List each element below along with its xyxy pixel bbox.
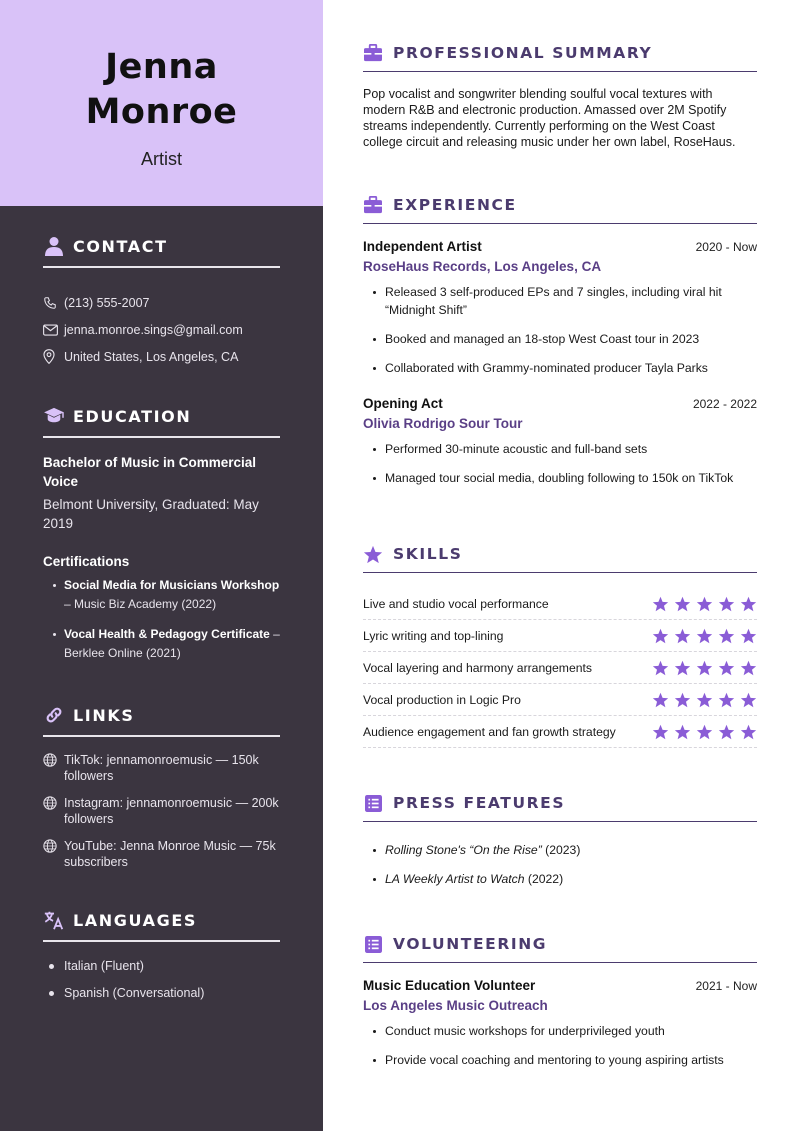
skill-name: Lyric writing and top-lining — [363, 628, 504, 643]
summary-section — [363, 40, 757, 150]
rating-star-icon — [696, 596, 713, 612]
skills-section — [363, 541, 757, 748]
skill-row — [363, 620, 757, 652]
links-heading: LINKS — [43, 701, 280, 737]
skill-name: Vocal production in Logic Pro — [363, 692, 521, 707]
press-item: LA Weekly Artist to Watch (2022) — [363, 870, 757, 888]
job-dates: 2022 - 2022 — [692, 397, 757, 411]
contact-email: jenna.monroe.sings@gmail.com — [43, 316, 280, 343]
job-bullet: Managed tour social media, doubling following to 150k on TikTok — [363, 469, 757, 487]
rating-star-icon — [652, 596, 669, 612]
contact-phone: (213) 555-2007 — [43, 289, 280, 316]
rating-star-icon — [674, 724, 691, 740]
job-bullet: Performed 30-minute acoustic and full-band sets — [363, 440, 757, 458]
map-pin-icon — [43, 349, 64, 364]
summary-text: Pop vocalist and songwriter blending soulful vocal textures with modern R&B and electronic production. Amassed over 2M Spotify streams independently. Currently performing on the West Coast college circuit and releasing music under her own label, RoseHaus. — [363, 87, 736, 149]
star-icon — [363, 544, 383, 564]
education-heading: EDUCATION — [43, 402, 280, 438]
rating-star-icon — [674, 692, 691, 708]
list-icon — [363, 934, 383, 954]
press-heading: PRESS FEATURES — [363, 790, 757, 822]
skill-name: Audience engagement and fan growth strategy — [363, 724, 616, 739]
volunteer-entry — [363, 978, 757, 1069]
rating-star-icon — [696, 692, 713, 708]
rating-star-icon — [740, 596, 757, 612]
job-dates: 2020 - Now — [695, 240, 757, 254]
job-bullet: Released 3 self-produced EPs and 7 singles, including viral hit “Midnight Shift” — [363, 283, 757, 319]
skill-rating — [652, 596, 757, 612]
certifications-heading: Certifications — [43, 554, 130, 569]
job-bullet: Collaborated with Grammy-nominated producer Tayla Parks — [363, 359, 757, 377]
job-entry — [363, 396, 757, 487]
rating-star-icon — [652, 724, 669, 740]
contact-section — [43, 232, 280, 370]
volunteer-role: Music Education Volunteer — [363, 978, 536, 993]
first-name: Jenna — [105, 47, 218, 87]
rating-star-icon — [740, 628, 757, 644]
job-organization: Olivia Rodrigo Sour Tour — [363, 416, 523, 431]
link-tiktok: TikTok: jennamonroemusic — 150k followers — [43, 752, 280, 784]
rating-star-icon — [740, 724, 757, 740]
phone-icon — [43, 296, 64, 310]
graduation-cap-icon — [43, 405, 65, 427]
rating-star-icon — [718, 596, 735, 612]
job-bullet: Booked and managed an 18-stop West Coast tour in 2023 — [363, 330, 757, 348]
contact-location: United States, Los Angeles, CA — [43, 343, 280, 370]
skill-rating — [652, 628, 757, 644]
job-organization: RoseHaus Records, Los Angeles, CA — [363, 259, 602, 274]
rating-star-icon — [652, 692, 669, 708]
rating-star-icon — [674, 628, 691, 644]
globe-icon — [43, 752, 64, 771]
languages-heading: LANGUAGES — [43, 906, 280, 942]
experience-heading: EXPERIENCE — [363, 192, 757, 224]
volunteer-bullet: Provide vocal coaching and mentoring to young aspiring artists — [363, 1051, 757, 1069]
skill-name: Vocal layering and harmony arrangements — [363, 660, 592, 675]
link-youtube: YouTube: Jenna Monroe Music — 75k subscribers — [43, 838, 280, 870]
skill-row — [363, 652, 757, 684]
rating-star-icon — [740, 660, 757, 676]
contact-heading: CONTACT — [43, 232, 280, 268]
rating-star-icon — [718, 660, 735, 676]
mail-icon — [43, 324, 64, 336]
briefcase-icon — [363, 43, 383, 63]
links-section — [43, 701, 280, 881]
sidebar — [0, 0, 323, 1131]
skill-row — [363, 684, 757, 716]
experience-section — [363, 192, 757, 498]
education-section — [43, 402, 280, 663]
job-role: Opening Act — [363, 396, 443, 411]
skill-rating — [652, 724, 757, 740]
summary-heading: PROFESSIONAL SUMMARY — [363, 40, 757, 72]
rating-star-icon — [652, 628, 669, 644]
briefcase-icon — [363, 195, 383, 215]
person-icon — [43, 235, 65, 257]
certification-item: Social Media for Musicians Workshop – Music Biz Academy (2022) — [43, 576, 280, 614]
education-degree: Bachelor of Music in Commercial Voice — [43, 455, 257, 489]
rating-star-icon — [718, 724, 735, 740]
rating-star-icon — [718, 628, 735, 644]
last-name: Monroe — [85, 92, 238, 132]
skill-row — [363, 588, 757, 620]
skills-heading: SKILLS — [363, 541, 757, 573]
link-instagram: Instagram: jennamonroemusic — 200k followers — [43, 795, 280, 827]
skill-name: Live and studio vocal performance — [363, 596, 549, 611]
translate-icon — [43, 909, 65, 931]
job-role: Independent Artist — [363, 239, 482, 254]
job-entry — [363, 239, 757, 377]
volunteering-heading: VOLUNTEERING — [363, 931, 757, 963]
volunteer-bullet: Conduct music workshops for underprivileged youth — [363, 1022, 757, 1040]
language-item: Italian (Fluent) — [43, 958, 280, 985]
skill-row — [363, 716, 757, 748]
list-icon — [363, 793, 383, 813]
language-item: Spanish (Conversational) — [43, 985, 280, 1012]
certification-item: Vocal Health & Pedagogy Certificate – Berklee Online (2021) — [43, 625, 280, 663]
link-icon — [43, 704, 65, 726]
rating-star-icon — [696, 628, 713, 644]
volunteer-dates: 2021 - Now — [695, 979, 757, 993]
job-title: Artist — [140, 149, 182, 169]
skills-list — [363, 588, 757, 748]
rating-star-icon — [674, 596, 691, 612]
rating-star-icon — [740, 692, 757, 708]
press-item: Rolling Stone's “On the Rise” (2023) — [363, 841, 757, 859]
education-school: Belmont University, Graduated: May 2019 — [43, 497, 259, 531]
press-section — [363, 790, 757, 899]
rating-star-icon — [696, 660, 713, 676]
name-header — [0, 0, 323, 206]
globe-icon — [43, 795, 64, 814]
rating-star-icon — [652, 660, 669, 676]
languages-section — [43, 906, 280, 1012]
volunteering-section — [363, 931, 757, 1080]
rating-star-icon — [696, 724, 713, 740]
globe-icon — [43, 838, 64, 857]
rating-star-icon — [718, 692, 735, 708]
skill-rating — [652, 660, 757, 676]
rating-star-icon — [674, 660, 691, 676]
volunteer-organization: Los Angeles Music Outreach — [363, 998, 548, 1013]
skill-rating — [652, 692, 757, 708]
